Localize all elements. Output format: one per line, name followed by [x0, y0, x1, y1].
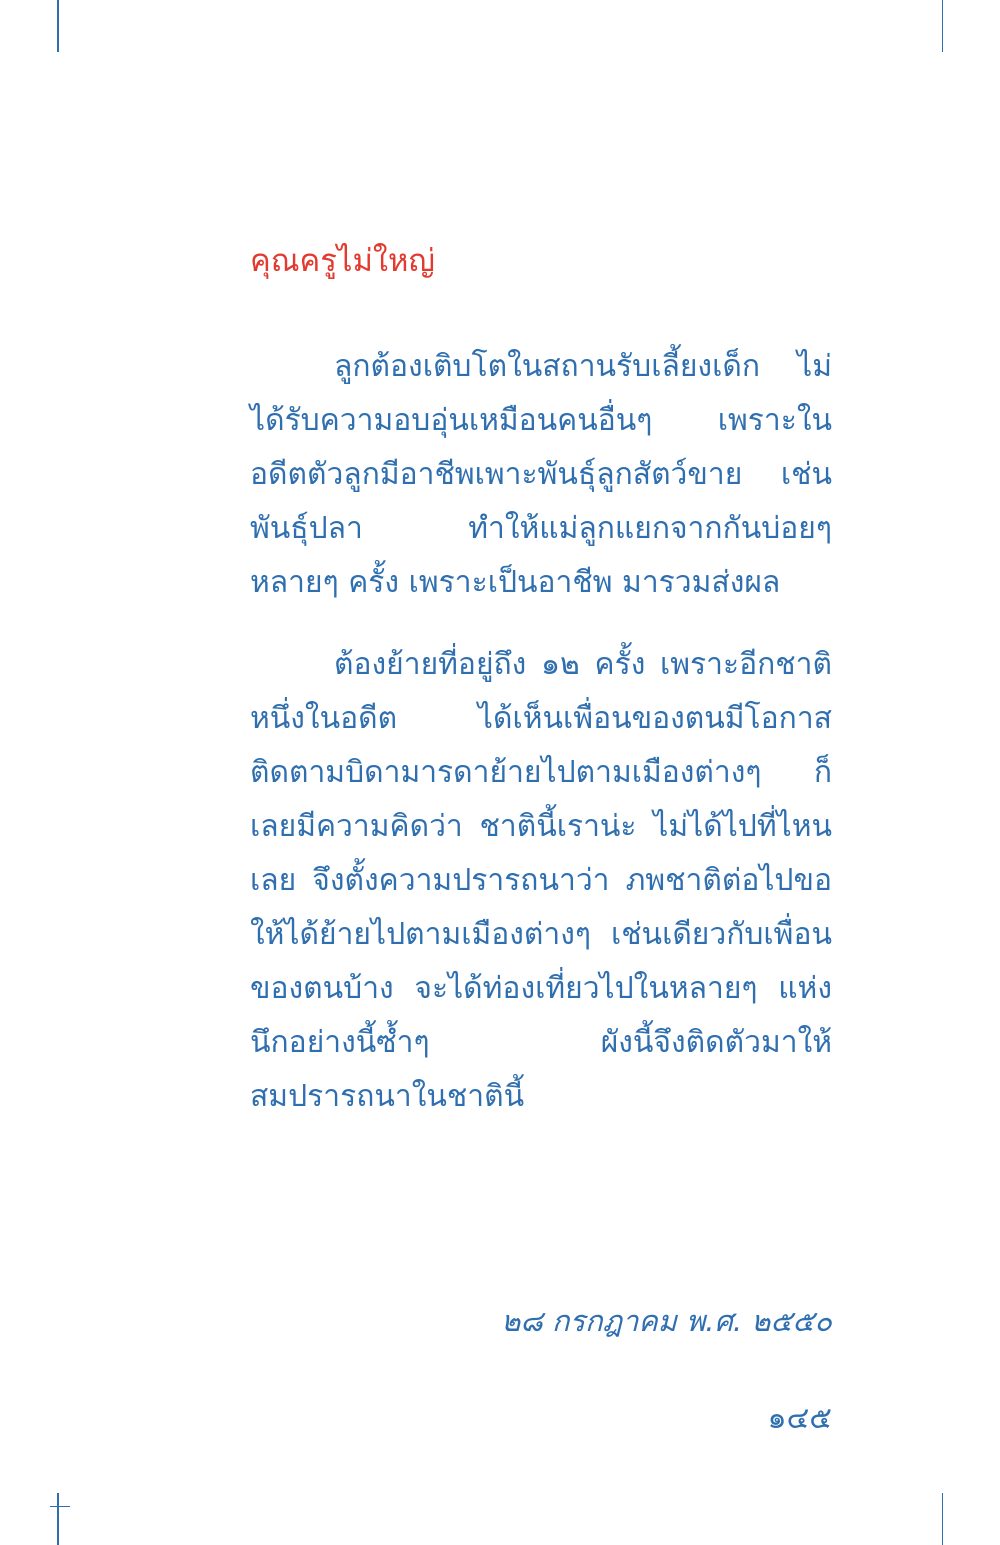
page-content — [250, 0, 830, 1545]
crop-mark-line-vertical — [57, 0, 59, 52]
paragraph: ต้องย้ายที่อยู่ถึง ๑๒ ครั้ง เพราะอีกชาติหนึ่งในอดีต ได้เห็นเพื่อนของตนมีโอกาสติดตามบิดามารดาย้ายไปตามเมืองต่างๆ ก็เลยมีความคิดว่า ชาตินี้เราน่ะ ไม่ได้ไปที่ไหนเลย จึงตั้งความปรารถนาว่า ภพชาติต่อไปขอให้ได้ย้ายไปตามเมืองต่างๆ เช่นเดียวกับเพื่อนของตนบ้าง จะได้ท่องเที่ยวไปในหลายๆ แห่ง นึกอย่างนี้ซ้ำๆ ผังนี้จึงติดตัวมาให้สมปรารถนาในชาตินี้ — [250, 647, 832, 1114]
crop-mark-line-vertical — [57, 1493, 59, 1545]
crop-mark-line-vertical — [942, 0, 944, 52]
crop-mark-line-vertical — [942, 1493, 944, 1545]
crop-mark-line-horizontal — [50, 1506, 70, 1508]
date-line: ๒๘ กรกฎาคม พ.ศ. ๒๕๕๐ — [501, 1304, 832, 1338]
page-title: คุณครูไม่ใหญ่ — [250, 243, 435, 279]
paragraph: ลูกต้องเติบโตในสถานรับเลี้ยงเด็ก ไม่ได้รับความอบอุ่นเหมือนคนอื่นๆ เพราะในอดีตตัวลูกมีอาชีพเพาะพันธุ์ลูกสัตว์ขาย เช่น พันธุ์ปลา ทำให้แม่ลูกแยกจากกันบ่อยๆ หลายๆ ครั้ง เพราะเป็นอาชีพ มารวมส่งผล — [250, 349, 832, 600]
body-text — [250, 340, 832, 1124]
page-number: ๑๔๕ — [767, 1401, 832, 1436]
